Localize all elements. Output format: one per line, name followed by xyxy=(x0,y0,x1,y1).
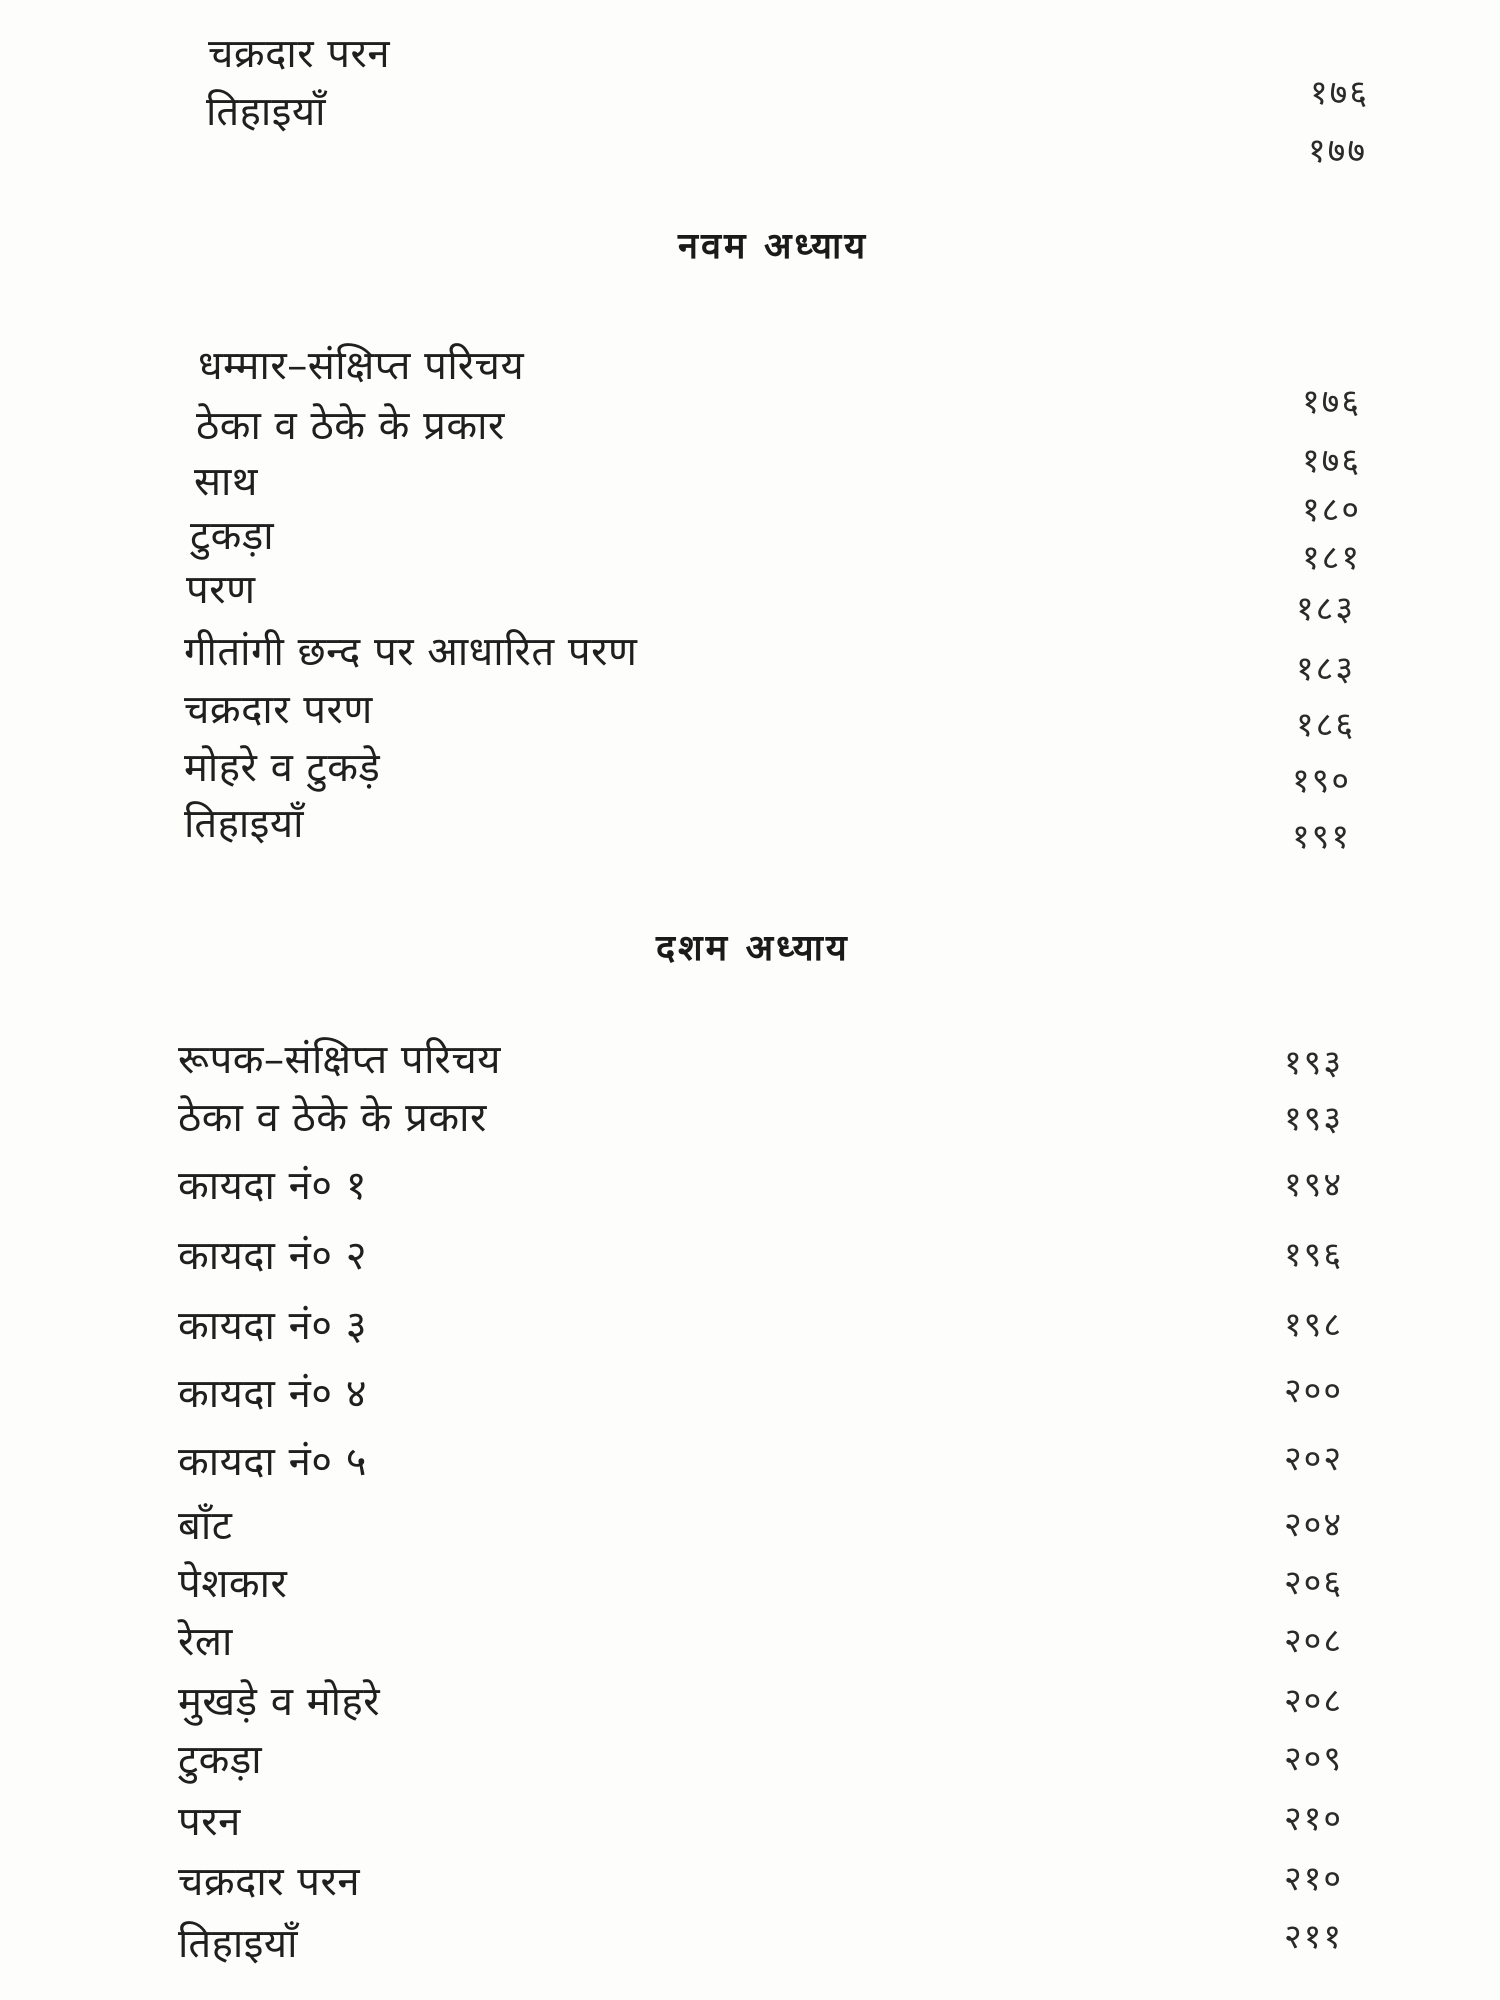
toc-entry-title: परन xyxy=(178,1799,241,1845)
toc-page-number: २०० xyxy=(1284,1371,1344,1411)
toc-page-number: १८१ xyxy=(1302,538,1362,578)
toc-entry-title: तिहाइयाँ xyxy=(184,801,304,847)
toc-page-number: १९३ xyxy=(1284,1099,1344,1139)
toc-page-number: १९६ xyxy=(1284,1235,1344,1275)
toc-page-number: २०२ xyxy=(1284,1439,1344,1479)
toc-page-number: १९८ xyxy=(1284,1305,1344,1345)
toc-page-number: १९१ xyxy=(1292,817,1352,857)
toc-page-number: २०८ xyxy=(1284,1621,1344,1661)
toc-page-number: १८० xyxy=(1302,490,1362,530)
toc-entry-title: टुकड़ा xyxy=(190,513,275,559)
toc-entry-title: रूपक–संक्षिप्त परिचय xyxy=(178,1037,501,1083)
chapter-heading: दशम अध्याय xyxy=(656,927,850,969)
toc-entry-title: साथ xyxy=(194,459,258,505)
toc-entry-title: चक्रदार परन xyxy=(208,31,391,77)
toc-entry-title: ठेका व ठेके के प्रकार xyxy=(196,403,505,449)
toc-page-number: १७६ xyxy=(1302,441,1362,481)
toc-page-number: १८६ xyxy=(1296,705,1356,745)
toc-entry-title: मोहरे व टुकड़े xyxy=(184,745,381,791)
toc-page-number: १७६ xyxy=(1310,73,1370,113)
toc-entry-title: कायदा नं० ३ xyxy=(178,1303,368,1349)
toc-entry-title: तिहाइयाँ xyxy=(206,89,326,135)
toc-entry-title: रेला xyxy=(178,1619,233,1665)
toc-entry-title: मुखड़े व मोहरे xyxy=(178,1679,381,1725)
toc-entry-title: तिहाइयाँ xyxy=(178,1921,298,1967)
toc-entry-title: परण xyxy=(186,567,256,613)
toc-page-number: २०९ xyxy=(1284,1739,1344,1779)
toc-page-number: २०४ xyxy=(1284,1505,1344,1545)
toc-page-number: २०६ xyxy=(1284,1563,1344,1603)
toc-entry-title: कायदा नं० ५ xyxy=(178,1439,368,1485)
toc-page-number: १७६ xyxy=(1302,382,1362,422)
toc-page-number: १९० xyxy=(1292,761,1352,801)
toc-entry-title: ठेका व ठेके के प्रकार xyxy=(178,1095,487,1141)
toc-page-number: १९४ xyxy=(1284,1165,1344,1205)
toc-page-number: १७७ xyxy=(1308,131,1368,171)
toc-entry-title: चक्रदार परन xyxy=(178,1859,361,1905)
toc-page-number: १८३ xyxy=(1296,589,1356,629)
toc-page-number: २०८ xyxy=(1284,1681,1344,1721)
toc-entry-title: धम्मार–संक्षिप्त परिचय xyxy=(198,343,525,389)
toc-page-number: १८३ xyxy=(1296,649,1356,689)
toc-page-number: २१० xyxy=(1284,1859,1344,1899)
toc-entry-title: कायदा नं० १ xyxy=(178,1163,368,1209)
toc-entry-title: कायदा नं० ४ xyxy=(178,1371,368,1417)
toc-entry-title: गीतांगी छन्द पर आधारित परण xyxy=(184,629,638,675)
chapter-heading: नवम अध्याय xyxy=(678,225,869,267)
toc-entry-title: बाँट xyxy=(178,1503,233,1549)
toc-page-number: २१० xyxy=(1284,1799,1344,1839)
toc-entry-title: कायदा नं० २ xyxy=(178,1233,368,1279)
toc-entry-title: चक्रदार परण xyxy=(184,687,373,733)
toc-page-number: २११ xyxy=(1284,1917,1344,1957)
toc-entry-title: टुकड़ा xyxy=(178,1737,263,1783)
toc-entry-title: पेशकार xyxy=(178,1561,288,1607)
toc-page-number: १९३ xyxy=(1284,1043,1344,1083)
